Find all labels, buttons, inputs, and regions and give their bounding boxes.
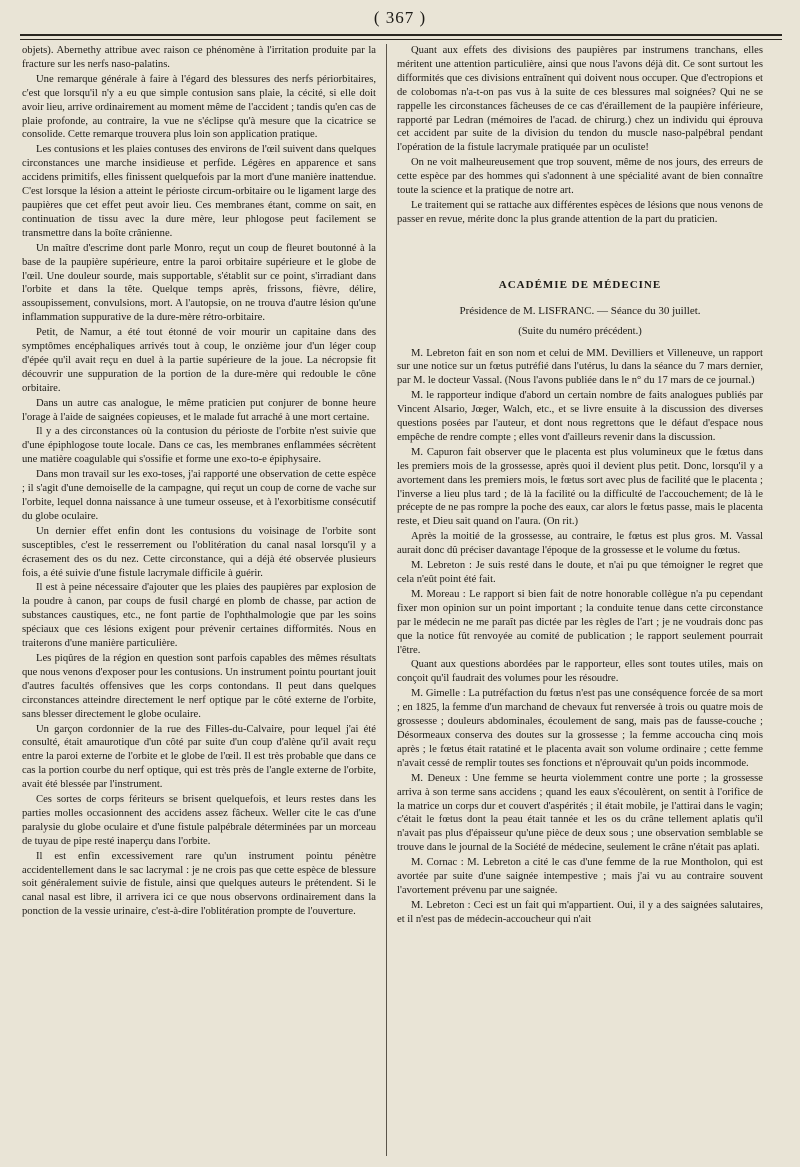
right-column — [397, 44, 763, 1159]
paragraph: Quant aux effets des divisions des paupières par instrumens tranchans, elles méritent une attention particulière, ainsi que nous l'avons déjà dit. Ce sont surtout les difformités que ces divisions entraînent qui doivent nous occuper. Que d'ectropions et de colobomas n'a-t-on pas vus à la suite de ces blessures mal soignées? Qui ne se rappelle les circonstances fâcheuses de ce cas d'éraillement de la paupière inférieure, rapporté par Ledran (mémoires de l'acad. de chirurg.) chez un individu qui éprouva cet accident par suite de la division du tendon du muscle naso-palpébral pendant l'opération de la fistule lacrymale pratiquée par un oculiste! — [397, 45, 763, 154]
paragraph: Après la moitié de la grossesse, au contraire, le fœtus est plus gros. M. Vassal aurait donc dû préciser davantage l'époque de la grossesse et le volume du fœtus. — [397, 531, 763, 557]
paragraph: Les contusions et les plaies contuses des environs de l'œil suivent dans quelques circonstances une marche insidieuse et perfide. Légères en apparence et sans accidens primitifs, elles finissent quelquefois par la mort d'une manière inattendue. C'est lorsque la lésion a atteint le périoste circum-orbitaire ou le ligament large des paupières que cet effet peut avoir lieu. Ces membranes étant, comme on sait, en continuation de tissu avec la dure mère, leur phlogose peut facilement se transmettre dans la boîte crânienne. — [22, 144, 376, 239]
paragraph: M. Lebreton : Ceci est un fait qui m'appartient. Oui, il y a des saignées salutaires, et il n'est pas de médecin-accoucheur qui n'ait — [397, 899, 763, 925]
header-rule — [20, 34, 782, 40]
paragraph: M. Gimelle : La putréfaction du fœtus n'est pas une conséquence forcée de sa mort ; en 1825, la femme d'un marchand de chevaux fut renversée à trois ou quatre mois de grossesse ; douleurs abdominales, écoulement de sang, mais pas de fausse-couche ; Désormeaux conserva des doutes sur la grossesse ; la femme accoucha cinq mois après ; le fœtus était ratatiné et le placenta avait son volume ordinaire ; cette femme n'avait cessé de remplir toutes ses fonctions et n'éprouvait qu'un poids incommode. — [397, 688, 763, 769]
paragraph: Ces sortes de corps fériteurs se brisent quelquefois, et leurs restes dans les parties molles occasionnent des accidens assez fâcheux. Weller cite le cas d'une paralysie du globe oculaire et d'une fistule palpébrale déterminées par un morceau de tuyau de pipe resté inaperçu dans l'orbite. — [22, 794, 376, 847]
paragraph: Un dernier effet enfin dont les contusions du voisinage de l'orbite sont susceptibles, c'est le resserrement ou l'oblitération du canal nasal lorsqu'il y a écrasement des os du nez. Cette circonstance, qui a déjà été observée plusieurs fois, a été suivie d'une fistule lacrymale difficile à guérir. — [22, 525, 376, 579]
paragraph: Le traitement qui se rattache aux différentes espèces de lésions que nous venons de passer en revue, mérite donc la plus grande attention de la part du praticien. — [397, 199, 763, 225]
paragraph: Dans un autre cas analogue, le même praticien put conjurer de bonne heure l'orage à l'aide de saignées copieuses, et le malade fut arraché à une mort certaine. — [22, 397, 376, 423]
paragraph: Une remarque générale à faire à l'égard des blessures des nerfs périorbitaires, c'est que lorsqu'il n'y a eu que simple contusion sans plaie, la cécité, si elle doit avoir lieu, arrive ordinairement au moment même de l'accident ; tandis qu'en cas de plaie profonde, au contraire, la vue ne s'éclipse qu'à mesure que la cicatrice se consolide. Cette remarque trouvera plus loin son application pratique. — [22, 73, 376, 141]
paragraph: Il est enfin excessivement rare qu'un instrument pointu pénètre accidentellement dans le sac lacrymal : je ne crois pas que cette espèce de blessure soit généralement suivie de fistule, ainsi que quelques auteurs le prétendent. Si le canal nasal est libre, il arrivera ici ce que nous observons ordinairement dans la ponction de la vessie urinaire, c'est-à-dire l'oblitération prompte de l'ouverture. — [22, 850, 376, 918]
paragraph: Un garçon cordonnier de la rue des Filles-du-Calvaire, pour lequel j'ai été consulté, était amaurotique d'un côté par suite d'un coup d'alène qu'il avait reçu entre la paroi externe de l'orbite et le globe de l'œil. Il est très probable que dans ce cas la portion courbe du nerf optique, qui est très près de l'angle externe de l'orbite, avait été blessée par l'instrument. — [22, 723, 376, 791]
paragraph: M. Moreau : Le rapport si bien fait de notre honorable collègue n'a pu cependant fixer mon opinion sur un point important ; la conduite tenue dans cette circonstance par le médecin ne me paraît pas dictée par les règles de l'art ; je ne voudrais donc pas que la notice fût renvoyée au comité de publication ; le rapport seulement pourrait l'être. — [397, 588, 763, 656]
column-divider — [386, 44, 387, 1156]
paragraph: M. Deneux : Une femme se heurta violemment contre une porte ; la grossesse arriva à son terme sans accidens ; quand les eaux s'écoulèrent, on sentit à l'orifice de la matrice un corps dur et couvert d'aspérités ; il était mobile, je l'attirai dans le vagin; c'était le fœtus dont la peau était tannée et les os du crâne tellement aplatis qu'il n'avait pas plus d'épaisseur qu'une pièce de deux sous ; une observation semblable se trouve dans le journal de la Société de médecine, seulement le crâne n'était pas aplati. — [397, 772, 763, 854]
session-heading: Présidence de M. LISFRANC. — Séance du 30 juillet. — [459, 304, 701, 317]
page-number: ( 367 ) — [373, 8, 427, 27]
section-title: ACADÉMIE DE MÉDECINE — [498, 278, 662, 291]
continuation-note: (Suite du numéro précédent.) — [518, 325, 642, 337]
paragraph: Les piqûres de la région en question sont parfois capables des mêmes résultats que nous venons d'exposer pour les contusions. Un instrument pointu pourtant jouit d'autres facultés offensives que les corps contondans. Il peut dans quelques circonstances atteindre directement le nerf optique par le côté externe de l'orbite, sans blesser directement le globe oculaire. — [22, 652, 376, 720]
paragraph: objets). Abernethy attribue avec raison ce phénomène à l'irritation produite par la fracture sur les nerfs naso-palatins. — [22, 45, 376, 70]
paragraph: Un maître d'escrime dont parle Monro, reçut un coup de fleuret boutonné à la base de la paupière supérieure, entre la paroi orbitaire supérieure et le globe de l'œil. Une douleur sourde, mais supportable, s'établit sur ce point, s'irradiant dans l'orbite et dans la tête. Quelque temps après, frissons, fièvre, délire, assoupissement, convulsions, mort. A l'autopsie, on ne trouva d'autre lésion qu'une inflammation suppurative de la dure-mère rétro-orbitaire. — [22, 242, 376, 324]
paragraph: Quant aux questions abordées par le rapporteur, elles sont toutes utiles, mais on conçoit qu'il faudrait des volumes pour les résoudre. — [397, 659, 763, 685]
paragraph: Il est à peine nécessaire d'ajouter que les plaies des paupières par explosion de la poudre à canon, par coups de fusil chargé en plomb de chasse, par action de substances caustiques, etc., ne font partie de l'ophthalmologie que par les soins spéciaux que ces lésions exigent pour prévenir certaines difformités. Nous en traiterons d'une manière particulière. — [22, 582, 376, 650]
paragraph: M. le rapporteur indique d'abord un certain nombre de faits analogues publiés par Vincent Alsario, Jœger, Walch, etc., et se livre ensuite à la discussion des diverses questions posées par l'auteur, et dont nous regrettons que le défaut d'espace nous empêche de rendre compte ; elles vont d'ailleurs revenir dans la discussion. — [397, 390, 763, 443]
paragraph: M. Cornac : M. Lebreton a cité le cas d'une femme de la rue Montholon, qui est avortée par suite d'une saignée intempestive ; mais j'ai vu au contraire souvent l'avortement prévenu par une saignée. — [397, 857, 763, 896]
paragraph: M. Lebreton fait en son nom et celui de MM. Devilliers et Villeneuve, un rapport sur une notice sur un fœtus putréfié dans l'utérus, lu dans la séance du 7 mars dernier, par M. le docteur Vassal. (Nous l'avons publiée dans le n° du 17 mars de ce journal.) — [397, 347, 763, 387]
paragraph: M. Capuron fait observer que le placenta est plus volumineux que le fœtus dans les premiers mois de la grossesse, après quoi il devient plus petit. Donc, lorsqu'il y a avortement dans les premiers mois, le fœtus sort avec plus de facilité que le placenta ; l'inverse a lieu plus tard ; de là la facilité ou la difficulté de l'accouchement; de là le précepte de ne pas rompre la poche des eaux, car alors le fœtus passe, mais le placenta reste, et Dieu sait quand on l'aura. (On rit.) — [397, 446, 763, 528]
left-column — [22, 44, 376, 1159]
paragraph: Petit, de Namur, a été tout étonné de voir mourir un capitaine dans des symptômes encéphaliques arrivés tout à coup, le onzième jour d'un léger coup d'épée qu'il avait reçu en duel à la partie supérieure de la joue. La nécropsie fit découvrir une suppuration de la portion de la dure-mère qui redouble le cône orbitaire. — [22, 327, 376, 394]
paragraph: Il y a des circonstances où la contusion du périoste de l'orbite n'est suivie que d'une épiphlogose toute locale. Dans ce cas, les membranes enflammées sécrètent une matière coagulable qui s'ossifie et forme une exo-to-e épiphysaire. — [22, 426, 376, 466]
paragraph: On ne voit malheureusement que trop souvent, même de nos jours, des erreurs de cette espèce par des hommes qui s'adonnent à une spécialité avant de bien connaître toute la science et la pratique de notre art. — [397, 157, 763, 197]
paragraph: Dans mon travail sur les exo-toses, j'ai rapporté une observation de cette espèce ; il s'agit d'une demoiselle de la campagne, qui reçut un coup de corne de vache sur l'orbite, lequel donna naissance à une tumeur osseuse, et à l'exorbitisme consécutif du globe oculaire. — [22, 469, 376, 522]
paragraph: M. Lebreton : Je suis resté dans le doute, et n'ai pu que témoigner le regret que cela n'eût point été fait. — [397, 560, 763, 585]
